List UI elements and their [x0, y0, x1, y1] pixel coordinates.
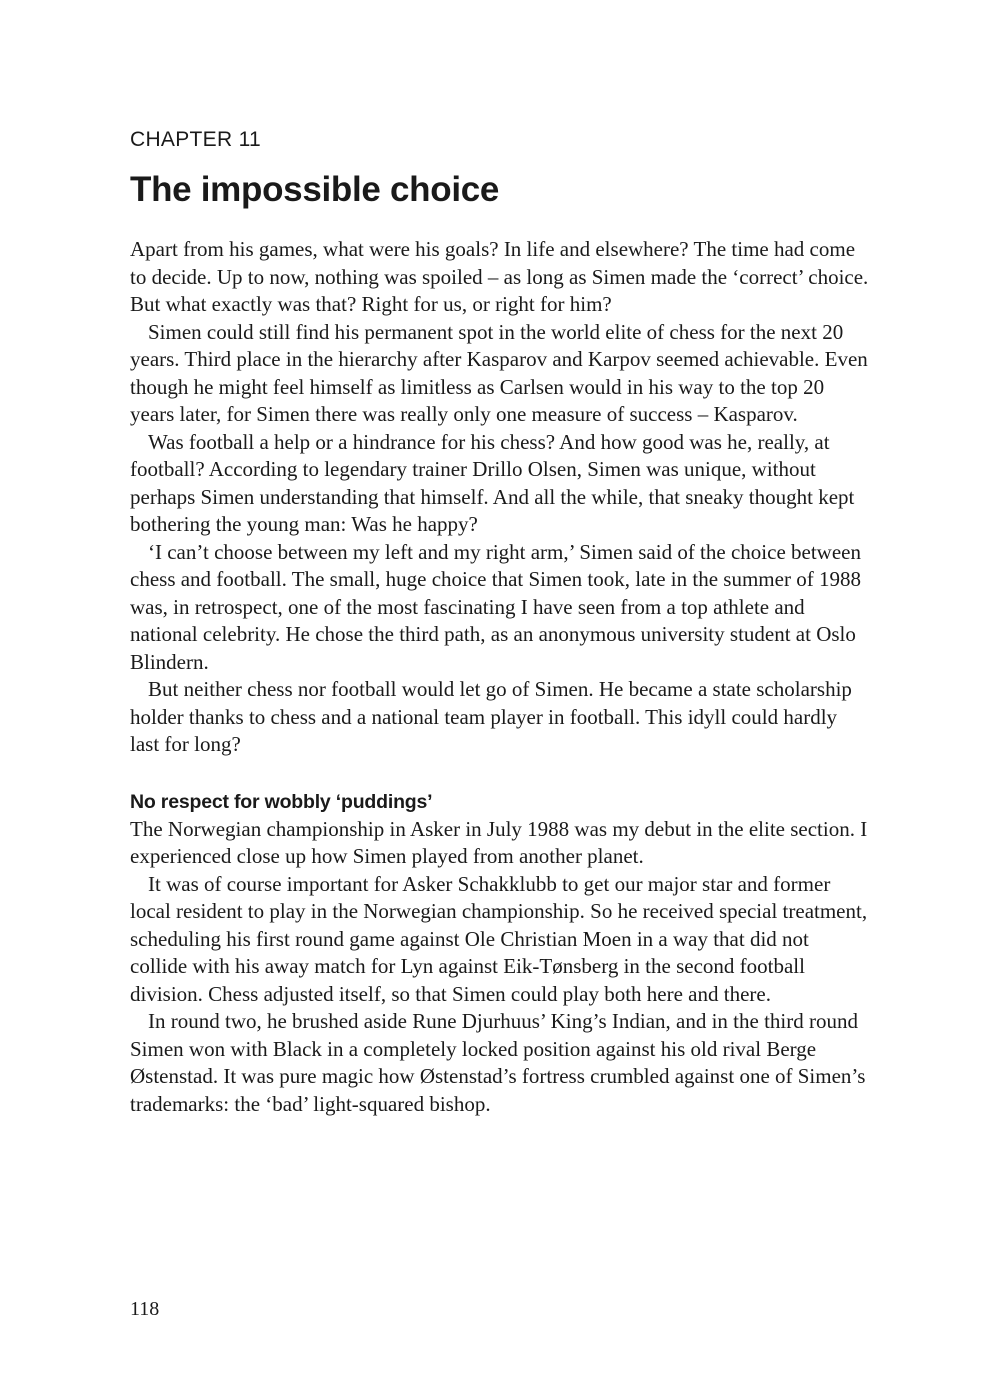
- paragraph: Simen could still find his permanent spot in the world elite of chess for the next 20 years. Third place in the hierarchy after Kasparov and Karpov seemed achievable. Even though he might feel himself as limitless as Carlsen would in his way to the top 20 years later, for Simen there was really only one measure of success – Kasparov.: [130, 319, 868, 426]
- paragraph: ‘I can’t choose between my left and my right arm,’ Simen said of the choice between chess and football. The small, huge choice that Simen took, late in the summer of 1988 was, in retrospect, one of the most fascinating I have seen from a top athlete and national celebrity. He chose the third path, as an anonymous university student at Oslo Blindern.: [130, 539, 861, 674]
- chapter-body: [130, 236, 870, 1118]
- page-number: 118: [130, 1298, 160, 1320]
- paragraph: The Norwegian championship in Asker in July 1988 was my debut in the elite section. I experienced close up how Simen played from another planet.: [130, 816, 868, 868]
- paragraph: In round two, he brushed aside Rune Djurhuus’ King’s Indian, and in the third round Simen won with Black in a completely locked position against his old rival Berge Østenstad. It was pure magic how Østenstad’s fortress crumbled against one of Simen’s trademarks: the ‘bad’ light-squared bishop.: [130, 1009, 866, 1116]
- page-content: [130, 126, 870, 1118]
- paragraph: But neither chess nor football would let go of Simen. He became a state scholarship holder thanks to chess and a national team player in football. This idyll could hardly last for long?: [130, 677, 852, 756]
- paragraph: Apart from his games, what were his goals? In life and elsewhere? The time had come to decide. Up to now, nothing was spoiled – as long as Simen made the ‘correct’ choice. But what exactly was that? Right for us, or right for him?: [130, 237, 869, 316]
- section-heading: No respect for wobbly ‘puddings’: [130, 790, 433, 813]
- chapter-title: The impossible choice: [130, 170, 500, 209]
- paragraph: It was of course important for Asker Schakklubb to get our major star and former local resident to play in the Norwegian championship. So he received special treatment, scheduling his first round game against Ole Christian Moen in a way that did not collide with his away match for Lyn against Eik-Tønsberg in the second football division. Chess adjusted itself, so that Simen could play both here and there.: [130, 871, 868, 1006]
- paragraph: Was football a help or a hindrance for his chess? And how good was he, really, at football? According to legendary trainer Drillo Olsen, Simen was unique, without perhaps Simen understanding that himself. And all the while, that sneaky thought kept bothering the young man: Was he happy?: [130, 429, 855, 536]
- chapter-label: CHAPTER 11: [130, 128, 261, 151]
